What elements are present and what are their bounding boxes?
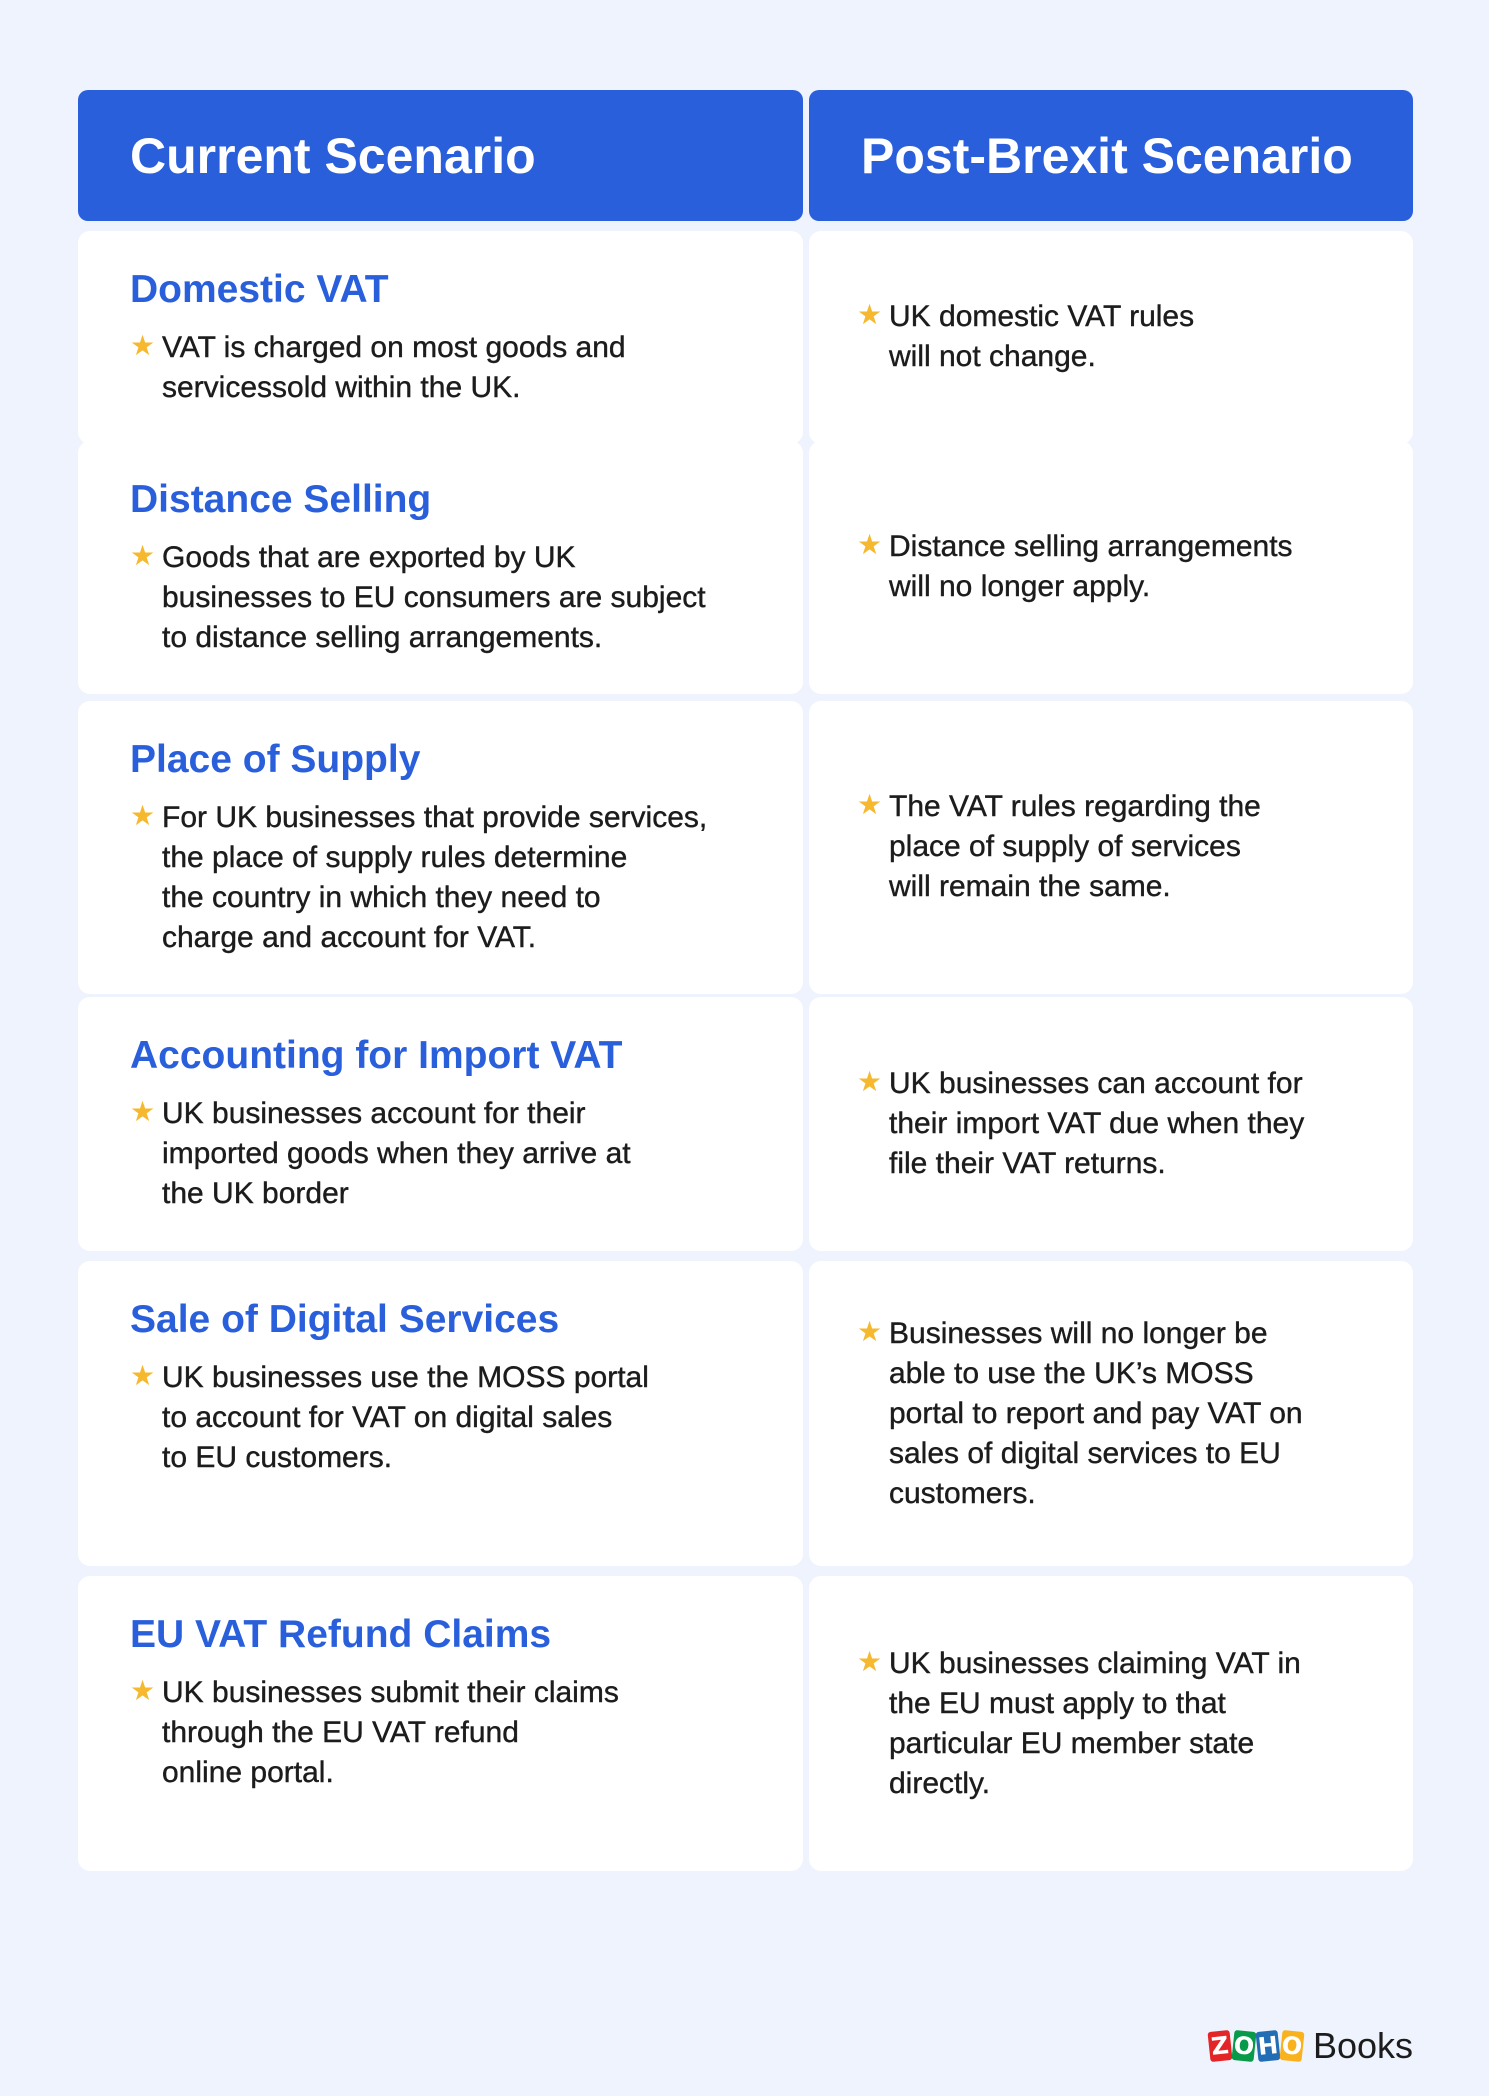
table-row bbox=[78, 701, 1414, 987]
post-brexit-scenario-cell bbox=[809, 1261, 1413, 1566]
table-row bbox=[78, 1261, 1414, 1566]
current-scenario-text: For UK businesses that provide services, the place of supply rules determine the country in which they need to charge and account for VAT. bbox=[162, 800, 708, 954]
star-icon: ★ bbox=[857, 529, 883, 561]
bullet-item bbox=[130, 1673, 763, 1793]
star-icon: ★ bbox=[857, 789, 883, 821]
zoho-logo-letter: O bbox=[1280, 2031, 1304, 2061]
star-icon: ★ bbox=[130, 1674, 156, 1706]
zoho-logo-letter: O bbox=[1232, 2031, 1256, 2061]
post-brexit-scenario-text: Distance selling arrangements will no longer apply. bbox=[889, 530, 1293, 604]
bullet-item bbox=[857, 1644, 1301, 1804]
post-brexit-scenario-cell bbox=[809, 997, 1413, 1251]
bullet-item bbox=[857, 787, 1261, 907]
post-brexit-scenario-text: UK businesses can account for their import VAT due when they file their VAT returns. bbox=[889, 1067, 1305, 1180]
post-brexit-scenario-text: Businesses will no longer be able to use the UK’s MOSS portal to report and pay VAT on sales of digital services to EU customers. bbox=[889, 1316, 1303, 1510]
post-brexit-scenario-text: The VAT rules regarding the place of supply of services will remain the same. bbox=[889, 790, 1261, 904]
table-body bbox=[78, 231, 1414, 1871]
bullet-item bbox=[130, 798, 763, 958]
bullet-item bbox=[130, 328, 763, 408]
logo-product-name: Books bbox=[1312, 2025, 1413, 2066]
current-scenario-cell bbox=[78, 231, 803, 444]
bullet-item bbox=[857, 297, 1194, 377]
star-icon: ★ bbox=[857, 299, 883, 331]
table-row bbox=[78, 1576, 1414, 1871]
current-scenario-cell bbox=[78, 997, 803, 1251]
bullet-item bbox=[857, 1314, 1303, 1514]
current-scenario-cell bbox=[78, 1576, 803, 1871]
row-title: EU VAT Refund Claims bbox=[130, 1613, 552, 1656]
zoho-logo-letter: Z bbox=[1207, 2030, 1232, 2062]
header-current-scenario: Current Scenario bbox=[78, 90, 803, 221]
current-scenario-text: Goods that are exported by UK businesses to EU consumers are subject to distance selling arrangements. bbox=[162, 540, 706, 654]
row-title: Domestic VAT bbox=[130, 268, 389, 311]
zoho-books-logo bbox=[1209, 2025, 1413, 2067]
star-icon: ★ bbox=[857, 1315, 883, 1347]
star-icon: ★ bbox=[130, 799, 156, 831]
star-icon: ★ bbox=[130, 1095, 156, 1127]
current-scenario-cell bbox=[78, 1261, 803, 1566]
bullet-item bbox=[130, 538, 763, 658]
bullet-item bbox=[857, 527, 1293, 607]
current-scenario-cell bbox=[78, 441, 803, 694]
bullet-item bbox=[857, 1064, 1304, 1184]
row-title: Accounting for Import VAT bbox=[130, 1034, 623, 1077]
current-scenario-text: VAT is charged on most goods and servicessold within the UK. bbox=[162, 330, 626, 404]
header-post-brexit-scenario: Post-Brexit Scenario bbox=[809, 90, 1413, 221]
post-brexit-scenario-cell bbox=[809, 231, 1413, 444]
post-brexit-scenario-text: UK domestic VAT rules will not change. bbox=[889, 300, 1195, 374]
post-brexit-scenario-text: UK businesses claiming VAT in the EU must apply to that particular EU member state directly. bbox=[889, 1646, 1301, 1800]
current-scenario-text: UK businesses submit their claims through the EU VAT refund online portal. bbox=[162, 1675, 619, 1789]
zoho-logo-letter: H bbox=[1256, 2031, 1280, 2061]
bullet-item bbox=[130, 1358, 763, 1478]
star-icon: ★ bbox=[857, 1066, 883, 1097]
table-row bbox=[78, 441, 1414, 691]
current-scenario-text: UK businesses account for their imported goods when they arrive at the UK border bbox=[162, 1096, 631, 1210]
star-icon: ★ bbox=[130, 539, 156, 571]
comparison-table bbox=[78, 90, 1414, 1871]
star-icon: ★ bbox=[130, 329, 156, 361]
post-brexit-scenario-cell bbox=[809, 1576, 1413, 1871]
post-brexit-scenario-cell bbox=[809, 441, 1413, 694]
table-row bbox=[78, 997, 1414, 1251]
bullet-item bbox=[130, 1094, 763, 1214]
row-title: Place of Supply bbox=[130, 738, 421, 781]
table-row bbox=[78, 231, 1414, 431]
star-icon: ★ bbox=[130, 1359, 156, 1391]
current-scenario-text: UK businesses use the MOSS portal to account for VAT on digital sales to EU customers. bbox=[162, 1360, 649, 1474]
post-brexit-scenario-cell bbox=[809, 701, 1413, 994]
table-header bbox=[78, 90, 1414, 221]
zoho-logo-mark bbox=[1209, 2031, 1303, 2061]
row-title: Sale of Digital Services bbox=[130, 1298, 560, 1341]
star-icon: ★ bbox=[857, 1645, 883, 1677]
current-scenario-cell bbox=[78, 701, 803, 994]
row-title: Distance Selling bbox=[130, 478, 432, 521]
